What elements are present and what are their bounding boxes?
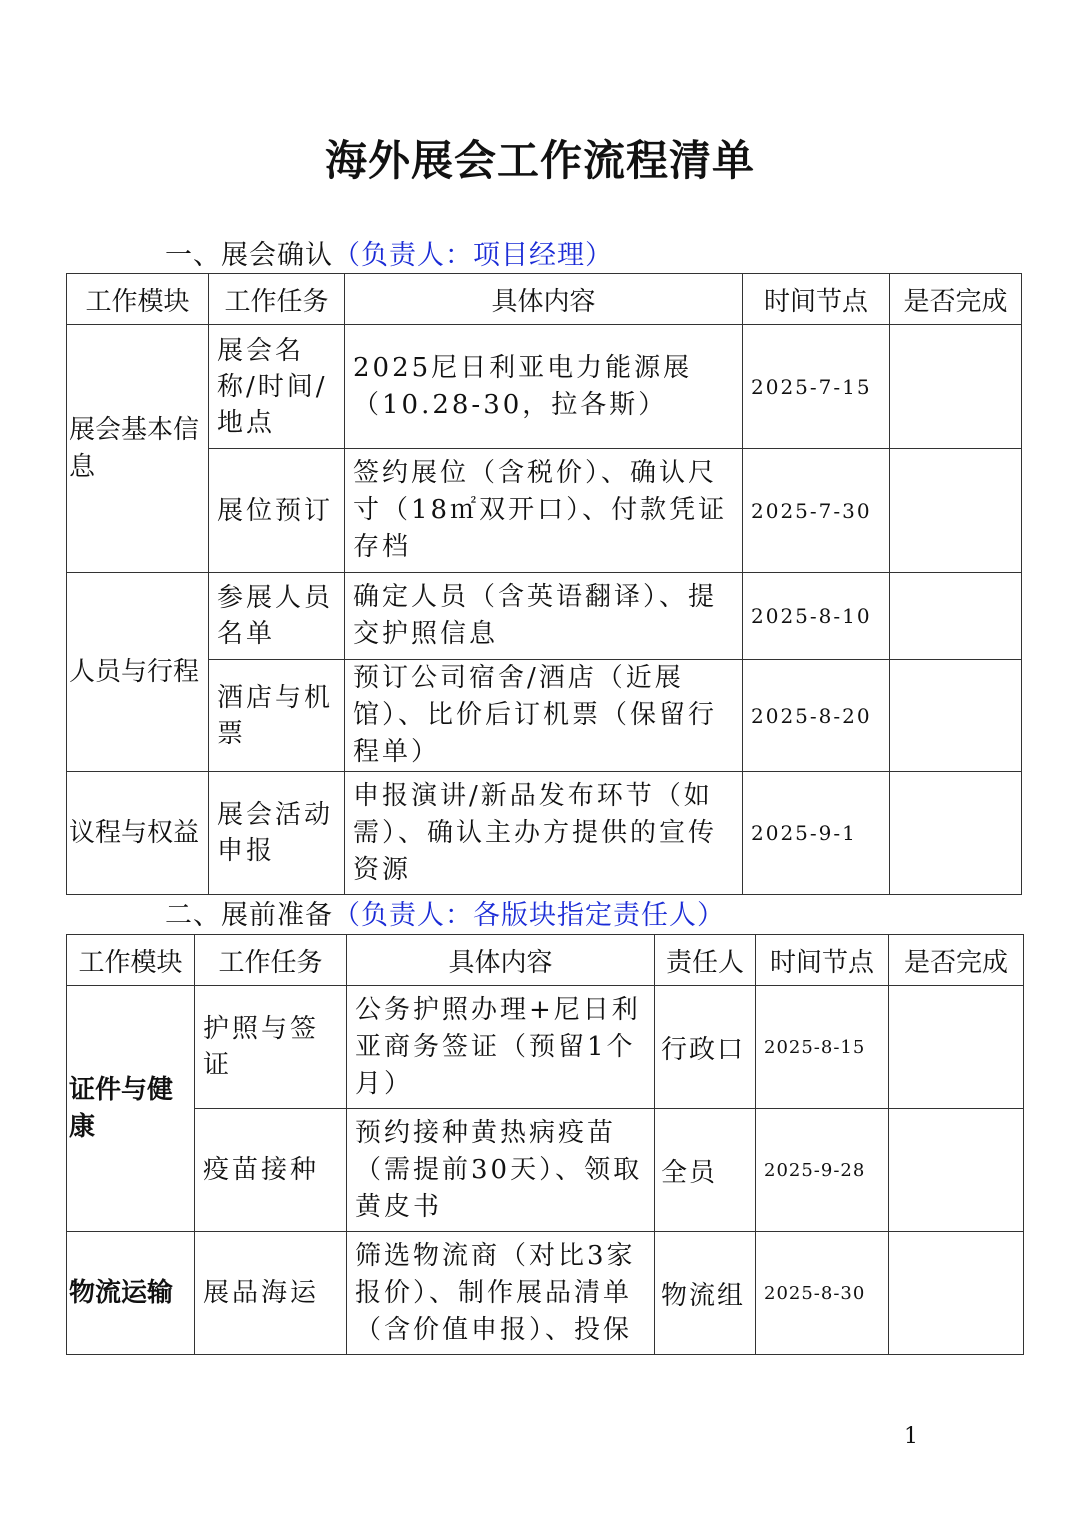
- content-cell: 公务护照办理+尼日利亚商务签证（预留1个月）: [347, 986, 655, 1109]
- pre-exhibition-table: [66, 934, 1024, 1355]
- date-cell: 2025-8-30: [756, 1232, 889, 1355]
- section-1-owner: （负责人：项目经理）: [333, 240, 613, 271]
- task-cell: 展品海运: [195, 1232, 347, 1355]
- done-cell[interactable]: [890, 772, 1022, 895]
- done-cell[interactable]: [890, 325, 1022, 449]
- page-title: 海外展会工作流程清单: [324, 136, 755, 185]
- task-cell: 展会活动申报: [209, 772, 345, 895]
- page-number: 1: [904, 1424, 918, 1449]
- table-row: [67, 1109, 1024, 1232]
- table-row: [67, 660, 1022, 772]
- content-cell: 申报演讲/新品发布环节（如需）、确认主办方提供的宣传资源: [345, 772, 743, 895]
- content-cell: 确定人员（含英语翻译）、提交护照信息: [345, 573, 743, 660]
- section-2-heading: [165, 893, 725, 932]
- header-content: 具体内容: [347, 935, 655, 986]
- header-done: 是否完成: [890, 274, 1022, 325]
- task-cell: 疫苗接种: [195, 1109, 347, 1232]
- table-row: [67, 449, 1022, 573]
- section-2-title: 二、展前准备: [165, 900, 333, 931]
- person-cell: 全员: [655, 1109, 756, 1232]
- header-task: 工作任务: [209, 274, 345, 325]
- date-cell: 2025-8-20: [743, 660, 890, 772]
- date-cell: 2025-9-28: [756, 1109, 889, 1232]
- header-task: 工作任务: [195, 935, 347, 986]
- date-cell: 2025-8-10: [743, 573, 890, 660]
- header-date: 时间节点: [743, 274, 890, 325]
- header-module: 工作模块: [67, 274, 209, 325]
- header-date: 时间节点: [756, 935, 889, 986]
- module-cell: 人员与行程: [67, 573, 209, 772]
- table-header-row: [67, 274, 1022, 325]
- content-cell: 2025尼日利亚电力能源展（10.28-30，拉各斯）: [345, 325, 743, 449]
- content-cell: 预订公司宿舍/酒店（近展馆）、比价后订机票（保留行程单）: [345, 660, 743, 772]
- content-cell: 签约展位（含税价）、确认尺寸（18㎡双开口）、付款凭证存档: [345, 449, 743, 573]
- person-cell: 物流组: [655, 1232, 756, 1355]
- table-header-row: [67, 935, 1024, 986]
- content-cell: 预约接种黄热病疫苗（需提前30天）、领取黄皮书: [347, 1109, 655, 1232]
- done-cell[interactable]: [889, 1109, 1024, 1232]
- exhibition-confirmation-table: [66, 273, 1022, 895]
- table-row: [67, 986, 1024, 1109]
- table-row: [67, 325, 1022, 449]
- section-1-heading: [165, 233, 613, 272]
- done-cell[interactable]: [890, 660, 1022, 772]
- section-2-owner: （负责人：各版块指定责任人）: [333, 900, 725, 931]
- table-row: [67, 772, 1022, 895]
- content-cell: 筛选物流商（对比3家报价）、制作展品清单（含价值申报）、投保: [347, 1232, 655, 1355]
- date-cell: 2025-8-15: [756, 986, 889, 1109]
- module-cell: 展会基本信息: [67, 325, 209, 573]
- header-person: 责任人: [655, 935, 756, 986]
- task-cell: 参展人员名单: [209, 573, 345, 660]
- table-row: [67, 573, 1022, 660]
- module-cell: 证件与健康: [67, 986, 195, 1232]
- date-cell: 2025-7-15: [743, 325, 890, 449]
- module-cell: 议程与权益: [67, 772, 209, 895]
- done-cell[interactable]: [890, 573, 1022, 660]
- done-cell[interactable]: [890, 449, 1022, 573]
- module-cell: 物流运输: [67, 1232, 195, 1355]
- table-row: [67, 1232, 1024, 1355]
- task-cell: 酒店与机票: [209, 660, 345, 772]
- done-cell[interactable]: [889, 1232, 1024, 1355]
- person-cell: 行政口: [655, 986, 756, 1109]
- header-module: 工作模块: [67, 935, 195, 986]
- date-cell: 2025-9-1: [743, 772, 890, 895]
- section-1-title: 一、展会确认: [165, 240, 333, 271]
- done-cell[interactable]: [889, 986, 1024, 1109]
- date-cell: 2025-7-30: [743, 449, 890, 573]
- header-content: 具体内容: [345, 274, 743, 325]
- task-cell: 护照与签证: [195, 986, 347, 1109]
- header-done: 是否完成: [889, 935, 1024, 986]
- task-cell: 展位预订: [209, 449, 345, 573]
- task-cell: 展会名称/时间/地点: [209, 325, 345, 449]
